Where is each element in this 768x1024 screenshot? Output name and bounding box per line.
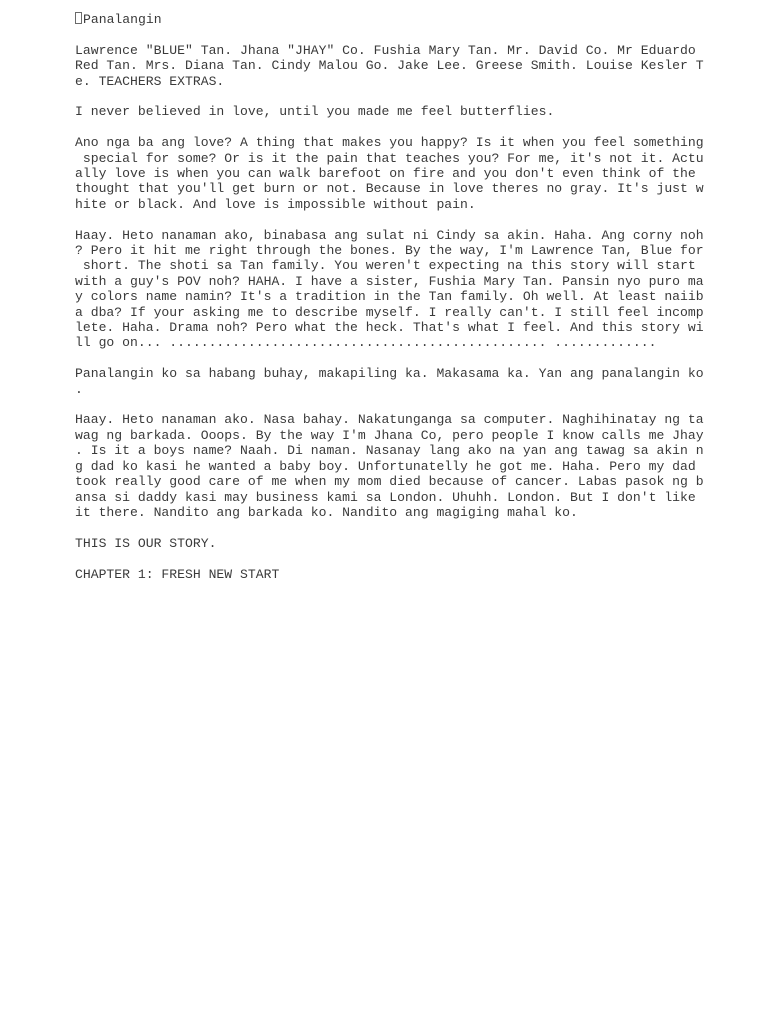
paragraph-jhana-pov: Haay. Heto nanaman ako. Nasa bahay. Nakatunganga sa computer. Naghihinatay ng ta wag ng barkada. Ooops. By the way I'm Jhana Co, pero people I know calls me Jhay . Is it a boys name? Naah. Di naman. Nasanay lang ako na yan ang tawag sa akin n g dad ko kasi he wanted a baby boy. Unfortunatelly he got me. Haha. Pero my dad took really good care of me when my mom died because of cancer. Labas pasok ng b ansa si daddy kasi may business kami sa London. Uhuhh. London. But I don't like it there. Nandito ang barkada ko. Nandito ang magiging mahal ko.	[75, 412, 704, 520]
paragraph-lawrence-pov: Haay. Heto nanaman ako, binabasa ang sulat ni Cindy sa akin. Haha. Ang corny noh ? Pero it hit me right through the bones. By the way, I'm Lawrence Tan, Blue for short. The shoti sa Tan family. You weren't expecting na this story will start with a guy's POV noh? HAHA. I have a sister, Fushia Mary Tan. Pansin nyo puro ma y colors name namin? It's a tradition in the Tan family. Oh well. At least naiib a dba? If your asking me to describe myself. I really can't. I still feel incomp lete. Haha. Drama noh? Pero what the heck. That's what I feel. And this story wi ll go on... ................................................ .............	[75, 227, 704, 351]
missing-glyph-icon	[75, 12, 82, 24]
chapter-heading: CHAPTER 1: FRESH NEW START	[75, 566, 280, 582]
paragraph-cast-list: Lawrence "BLUE" Tan. Jhana "JHAY" Co. Fushia Mary Tan. Mr. David Co. Mr Eduardo Red Tan. Mrs. Diana Tan. Cindy Malou Go. Jake Lee. Greese Smith. Louise Kesler T e. TEACHERS EXTRAS.	[75, 42, 704, 89]
document-title: Panalangin	[83, 12, 162, 27]
document-body	[75, 12, 704, 597]
document-title-line	[75, 12, 685, 27]
paragraph-our-story: THIS IS OUR STORY.	[75, 535, 217, 551]
paragraph-panalangin-line: Panalangin ko sa habang buhay, makapiling ka. Makasama ka. Yan ang panalangin ko .	[75, 366, 704, 397]
paragraph-epigraph: I never believed in love, until you made me feel butterflies.	[75, 104, 555, 120]
paragraph-love-question: Ano nga ba ang love? A thing that makes you happy? Is it when you feel something special for some? Or is it the pain that teaches you? For me, it's not it. Actu ally love is when you can walk barefoot on fire and you don't even think of the thought that you'll get burn or not. Because in love theres no gray. It's just w hite or black. And love is impossible without pain.	[75, 135, 704, 212]
